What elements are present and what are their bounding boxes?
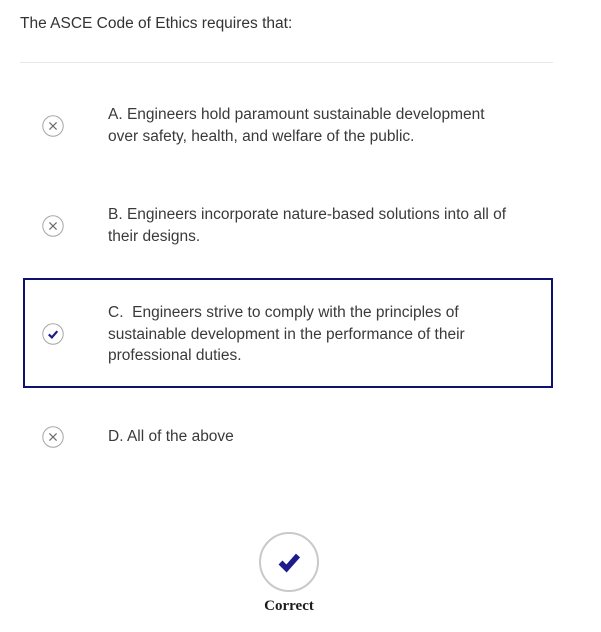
cross-circle-icon xyxy=(42,426,64,448)
option-c[interactable] xyxy=(25,302,551,367)
question-title: The ASCE Code of Ethics requires that: xyxy=(20,15,293,32)
option-a[interactable] xyxy=(0,104,553,147)
option-text: C. Engineers strive to comply with the principles of sustainable development in the performance of their professional duties. xyxy=(108,304,465,364)
quiz-question-page xyxy=(0,14,601,632)
option-text: B. Engineers incorporate nature-based solutions into all of their designs. xyxy=(108,206,507,245)
option-d[interactable] xyxy=(0,426,553,448)
option-text: D. All of the above xyxy=(108,427,234,445)
result-label: Correct xyxy=(264,597,314,614)
check-icon xyxy=(259,532,319,592)
cross-circle-icon xyxy=(42,215,64,237)
result-indicator xyxy=(249,532,329,615)
divider xyxy=(20,62,553,63)
selected-answer-box xyxy=(23,278,553,388)
check-circle-icon xyxy=(42,323,64,345)
option-text: A. Engineers hold paramount sustainable development over safety, health, and welfare of the public. xyxy=(108,106,485,145)
option-b[interactable] xyxy=(0,204,553,247)
cross-circle-icon xyxy=(42,115,64,137)
